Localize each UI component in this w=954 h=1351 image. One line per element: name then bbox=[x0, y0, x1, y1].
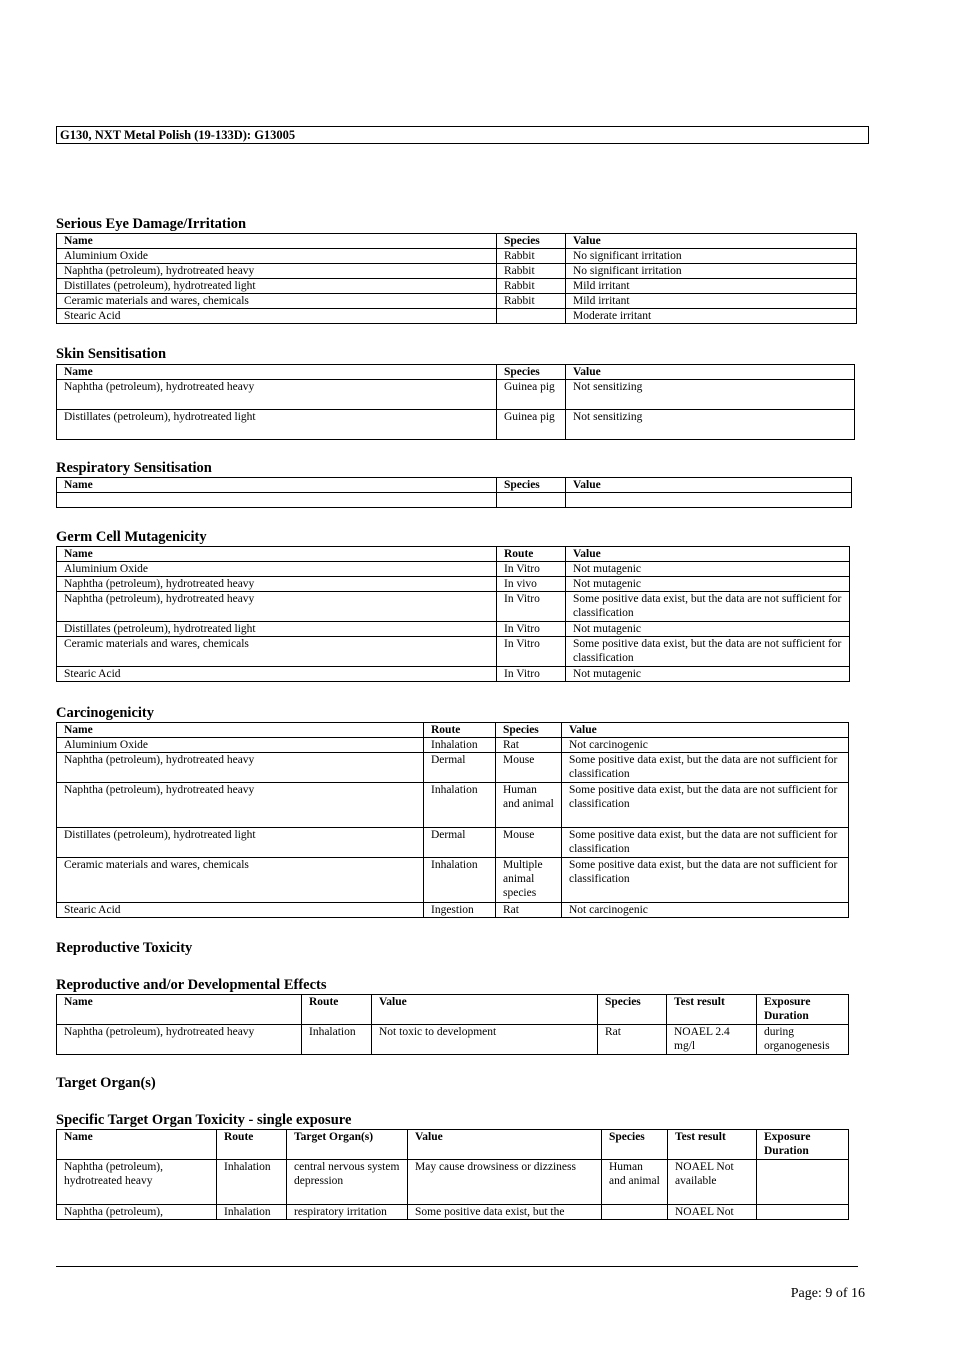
table-cell bbox=[497, 493, 566, 508]
column-header: Species bbox=[497, 478, 566, 493]
table-cell: Moderate irritant bbox=[566, 309, 857, 324]
table-cell: Guinea pig bbox=[497, 380, 566, 410]
column-header: Route bbox=[424, 723, 496, 738]
table-cell: NOAEL Not available bbox=[668, 1160, 757, 1205]
column-header: Value bbox=[408, 1130, 602, 1160]
table-row bbox=[57, 783, 849, 828]
table-cell: Not mutagenic bbox=[566, 562, 850, 577]
table-cell: Inhalation bbox=[424, 783, 496, 828]
document-header: G130, NXT Metal Polish (19-133D): G13005 bbox=[56, 126, 869, 144]
table-cell: Naphtha (petroleum), hydrotreated heavy bbox=[57, 577, 497, 592]
column-header: Test result bbox=[668, 1130, 757, 1160]
table-cell: Some positive data exist, but the data are not sufficient for classification bbox=[566, 637, 850, 667]
table-cell: Inhalation bbox=[302, 1025, 372, 1055]
table-row bbox=[57, 738, 849, 753]
table-cell: Some positive data exist, but the data are not sufficient for classification bbox=[562, 858, 849, 903]
table-row bbox=[57, 380, 855, 410]
table-cell: Inhalation bbox=[217, 1160, 287, 1205]
skin-sensitisation-table bbox=[56, 364, 855, 440]
column-header: Species bbox=[496, 723, 562, 738]
column-header: Name bbox=[57, 234, 497, 249]
column-header: Exposure Duration bbox=[757, 1130, 849, 1160]
table-cell: during organogenesis bbox=[757, 1025, 849, 1055]
column-header: Value bbox=[566, 547, 850, 562]
table-cell: Naphtha (petroleum), hydrotreated heavy bbox=[57, 380, 497, 410]
column-header: Name bbox=[57, 365, 497, 380]
table-cell: Human and animal bbox=[496, 783, 562, 828]
table-row bbox=[57, 577, 850, 592]
stot-single-exposure-table bbox=[56, 1129, 849, 1220]
table-cell: Stearic Acid bbox=[57, 667, 497, 682]
table-cell: Mild irritant bbox=[566, 294, 857, 309]
column-header: Exposure Duration bbox=[757, 995, 849, 1025]
column-header: Value bbox=[566, 478, 852, 493]
section-title-germ-cell: Germ Cell Mutagenicity bbox=[56, 529, 207, 545]
table-cell: Ingestion bbox=[424, 903, 496, 918]
table-cell: Mouse bbox=[496, 753, 562, 783]
table-row bbox=[57, 592, 850, 622]
table-cell: Some positive data exist, but the data are not sufficient for classification bbox=[562, 828, 849, 858]
table-cell bbox=[566, 493, 852, 508]
table-cell: central nervous system depression bbox=[287, 1160, 408, 1205]
table-cell: Naphtha (petroleum), hydrotreated heavy bbox=[57, 783, 424, 828]
table-cell: Inhalation bbox=[217, 1205, 287, 1220]
table-row bbox=[57, 493, 852, 508]
table-cell: Mild irritant bbox=[566, 279, 857, 294]
table-cell: Rabbit bbox=[497, 279, 566, 294]
section-title-stot-single: Specific Target Organ Toxicity - single exposure bbox=[56, 1112, 352, 1128]
section-title-target-organs: Target Organ(s) bbox=[56, 1075, 156, 1091]
table-row bbox=[57, 249, 857, 264]
table-cell: Not mutagenic bbox=[566, 667, 850, 682]
column-header: Route bbox=[497, 547, 566, 562]
column-header: Name bbox=[57, 478, 497, 493]
table-cell: Mouse bbox=[496, 828, 562, 858]
table-row bbox=[57, 264, 857, 279]
table-cell: Some positive data exist, but the bbox=[408, 1205, 602, 1220]
table-cell: Multiple animal species bbox=[496, 858, 562, 903]
column-header: Species bbox=[602, 1130, 668, 1160]
table-cell: Not sensitizing bbox=[566, 380, 855, 410]
column-header: Name bbox=[57, 1130, 217, 1160]
table-row bbox=[57, 1025, 849, 1055]
footer-divider bbox=[56, 1266, 858, 1267]
table-cell: In Vitro bbox=[497, 667, 566, 682]
table-cell: Inhalation bbox=[424, 858, 496, 903]
table-cell: Ceramic materials and wares, chemicals bbox=[57, 858, 424, 903]
column-header: Value bbox=[372, 995, 598, 1025]
column-header: Value bbox=[566, 365, 855, 380]
germ-cell-mutagenicity-table bbox=[56, 546, 850, 682]
table-cell: Ceramic materials and wares, chemicals bbox=[57, 294, 497, 309]
table-cell: Naphtha (petroleum), hydrotreated heavy bbox=[57, 1025, 302, 1055]
table-row bbox=[57, 309, 857, 324]
table-cell: Not carcinogenic bbox=[562, 903, 849, 918]
table-cell: Aluminium Oxide bbox=[57, 738, 424, 753]
table-cell: respiratory irritation bbox=[287, 1205, 408, 1220]
table-cell: No significant irritation bbox=[566, 264, 857, 279]
table-row bbox=[57, 753, 849, 783]
table-cell: In Vitro bbox=[497, 592, 566, 622]
table-cell: In vivo bbox=[497, 577, 566, 592]
table-cell: NOAEL 2.4 mg/l bbox=[667, 1025, 757, 1055]
table-cell: Not mutagenic bbox=[566, 577, 850, 592]
column-header: Route bbox=[302, 995, 372, 1025]
table-cell: Naphtha (petroleum), hydrotreated heavy bbox=[57, 592, 497, 622]
table-cell: In Vitro bbox=[497, 622, 566, 637]
column-header: Species bbox=[598, 995, 667, 1025]
column-header: Name bbox=[57, 995, 302, 1025]
section-title-carcinogenicity: Carcinogenicity bbox=[56, 705, 154, 721]
table-cell bbox=[757, 1160, 849, 1205]
section-title-eye: Serious Eye Damage/Irritation bbox=[56, 216, 247, 232]
column-header: Name bbox=[57, 723, 424, 738]
table-row bbox=[57, 828, 849, 858]
section-title-respiratory: Respiratory Sensitisation bbox=[56, 460, 212, 476]
table-cell: Naphtha (petroleum), bbox=[57, 1205, 217, 1220]
table-cell: Not mutagenic bbox=[566, 622, 850, 637]
table-cell: Naphtha (petroleum), hydrotreated heavy bbox=[57, 264, 497, 279]
section-title-skin: Skin Sensitisation bbox=[56, 346, 167, 362]
table-cell: Some positive data exist, but the data are not sufficient for classification bbox=[562, 753, 849, 783]
table-cell: May cause drowsiness or dizziness bbox=[408, 1160, 602, 1205]
table-cell: Distillates (petroleum), hydrotreated light bbox=[57, 410, 497, 440]
table-cell: Dermal bbox=[424, 828, 496, 858]
table-cell: Distillates (petroleum), hydrotreated light bbox=[57, 622, 497, 637]
table-row bbox=[57, 294, 857, 309]
table-cell: Naphtha (petroleum), hydrotreated heavy bbox=[57, 753, 424, 783]
repro-dev-effects-table bbox=[56, 994, 849, 1055]
table-cell: Naphtha (petroleum), hydrotreated heavy bbox=[57, 1160, 217, 1205]
table-cell: Some positive data exist, but the data are not sufficient for classification bbox=[562, 783, 849, 828]
column-header: Value bbox=[562, 723, 849, 738]
table-cell: Aluminium Oxide bbox=[57, 562, 497, 577]
table-cell: Aluminium Oxide bbox=[57, 249, 497, 264]
table-row bbox=[57, 637, 850, 667]
section-title-reproductive: Reproductive Toxicity bbox=[56, 940, 193, 956]
table-row bbox=[57, 1160, 849, 1205]
respiratory-sensitisation-table bbox=[56, 477, 852, 508]
table-cell: Rabbit bbox=[497, 264, 566, 279]
table-cell: In Vitro bbox=[497, 637, 566, 667]
table-cell: Rabbit bbox=[497, 249, 566, 264]
table-cell bbox=[602, 1205, 668, 1220]
table-cell: Inhalation bbox=[424, 738, 496, 753]
table-row bbox=[57, 667, 850, 682]
table-cell: Dermal bbox=[424, 753, 496, 783]
page-number: Page: 9 of 16 bbox=[790, 1286, 865, 1301]
table-cell: Not toxic to development bbox=[372, 1025, 598, 1055]
table-cell: Not sensitizing bbox=[566, 410, 855, 440]
column-header: Target Organ(s) bbox=[287, 1130, 408, 1160]
column-header: Species bbox=[497, 365, 566, 380]
table-cell: Rat bbox=[496, 903, 562, 918]
carcinogenicity-table bbox=[56, 722, 849, 918]
table-cell: Some positive data exist, but the data are not sufficient for classification bbox=[566, 592, 850, 622]
table-cell: Rabbit bbox=[497, 294, 566, 309]
column-header: Species bbox=[497, 234, 566, 249]
table-cell: No significant irritation bbox=[566, 249, 857, 264]
table-cell: Not carcinogenic bbox=[562, 738, 849, 753]
table-cell: Guinea pig bbox=[497, 410, 566, 440]
table-cell bbox=[757, 1205, 849, 1220]
column-header: Name bbox=[57, 547, 497, 562]
column-header: Value bbox=[566, 234, 857, 249]
eye-irritation-table bbox=[56, 233, 857, 324]
table-cell: Ceramic materials and wares, chemicals bbox=[57, 637, 497, 667]
table-cell: Human and animal bbox=[602, 1160, 668, 1205]
table-cell: In Vitro bbox=[497, 562, 566, 577]
table-row bbox=[57, 903, 849, 918]
table-row bbox=[57, 279, 857, 294]
table-row bbox=[57, 858, 849, 903]
table-cell: Distillates (petroleum), hydrotreated light bbox=[57, 828, 424, 858]
table-row bbox=[57, 622, 850, 637]
table-row bbox=[57, 1205, 849, 1220]
table-cell: Distillates (petroleum), hydrotreated light bbox=[57, 279, 497, 294]
table-cell bbox=[57, 493, 497, 508]
column-header: Test result bbox=[667, 995, 757, 1025]
table-cell: Rat bbox=[496, 738, 562, 753]
table-cell: Stearic Acid bbox=[57, 903, 424, 918]
table-cell: Rat bbox=[598, 1025, 667, 1055]
column-header: Route bbox=[217, 1130, 287, 1160]
table-cell: Stearic Acid bbox=[57, 309, 497, 324]
section-title-repro-dev: Reproductive and/or Developmental Effects bbox=[56, 977, 327, 993]
table-cell bbox=[497, 309, 566, 324]
table-cell: NOAEL Not bbox=[668, 1205, 757, 1220]
table-row bbox=[57, 562, 850, 577]
table-row bbox=[57, 410, 855, 440]
